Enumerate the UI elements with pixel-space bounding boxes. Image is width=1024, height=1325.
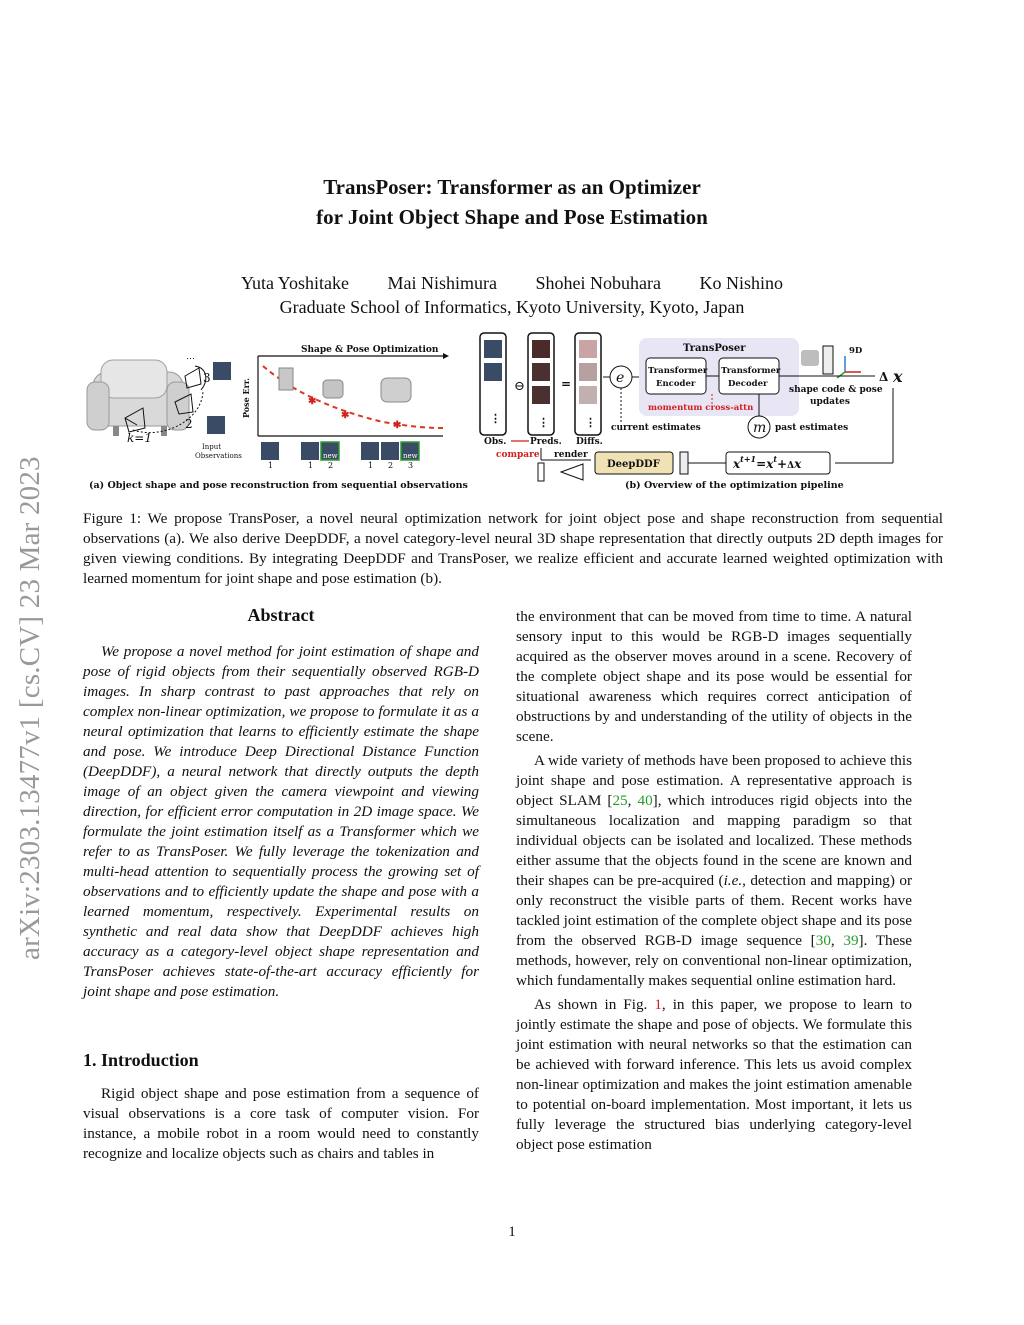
figure-reference-link[interactable]: 1 <box>654 996 662 1013</box>
decoder-label-1: Transformer <box>721 366 781 376</box>
paper-title-line-2: for Joint Object Shape and Pose Estimation <box>316 205 708 229</box>
view-label-3: 3 <box>203 371 211 385</box>
chair-estimate-icon <box>279 368 411 402</box>
marker-star: ✱ <box>341 410 350 421</box>
citation-link[interactable]: 25 <box>612 792 628 809</box>
update-equals: = <box>756 457 767 471</box>
update-superscript: t <box>773 454 778 464</box>
obs-label: Obs. <box>484 437 507 447</box>
token-stack-icon <box>823 346 833 374</box>
input-label-2: Observations <box>195 452 242 460</box>
paragraph-text: , detection and mapping) or only reconstruct the visible parts of them. Recent works have tackled joint estimation of the complete object shape and its pose from the observed RGB-D image sequence [ <box>516 872 912 949</box>
affiliation: Graduate School of Informatics, Kyoto University, Kyoto, Japan <box>279 297 745 317</box>
figure-1a-caption: (a) Object shape and pose reconstruction from sequential observations <box>89 480 468 491</box>
observation-thumbnail <box>213 362 231 380</box>
citation-link[interactable]: 39 <box>843 932 859 949</box>
decoder-label-2: Decoder <box>728 379 768 389</box>
left-column <box>83 605 479 1164</box>
new-tag: new <box>403 452 418 460</box>
encoder-label-2: Encoder <box>656 379 696 389</box>
svg-text:⋮: ⋮ <box>585 416 596 429</box>
paper-title-line-1: TransPoser: Transformer as an Optimizer <box>323 175 701 199</box>
paragraph-text: , <box>830 932 844 949</box>
past-estimates-label: past estimates <box>775 423 849 433</box>
right-paragraph-3 <box>516 995 912 1155</box>
chair-output-icon <box>801 350 819 366</box>
image-column-preds <box>528 333 554 435</box>
tick-label: 1 <box>368 461 374 470</box>
ellipsis: ⋯ <box>186 354 195 364</box>
author-name: Yuta Yoshitake <box>240 273 349 293</box>
update-superscript: t+1 <box>740 454 757 464</box>
armchair-illustration <box>87 360 189 436</box>
view-label-2: 2 <box>185 417 193 431</box>
tick-label: 1 <box>268 461 274 470</box>
update-var: x <box>733 457 741 471</box>
author-name: Mai Nishimura <box>387 273 497 293</box>
tick-label: 2 <box>328 461 334 470</box>
update-delta: Δ <box>787 461 795 471</box>
figure-1 <box>83 330 943 500</box>
author-name: Ko Nishino <box>699 273 783 293</box>
paragraph-text: ]. These methods, however, rely on conventional non-linear optimization, which fundamentally makes sequential online estimation hard. <box>516 932 912 989</box>
figure-1-graphic <box>83 330 943 500</box>
shape-code-label-1: shape code & pose <box>789 385 883 395</box>
transposer-label: TransPoser <box>683 343 746 354</box>
marker-star: ✱ <box>393 420 402 431</box>
preds-label: Preds. <box>530 437 562 447</box>
axes-icon <box>837 356 861 378</box>
paragraph-text: A wide variety of methods have been proposed to achieve this joint shape and pose estimation. A representative approach is object SLAM [ <box>516 752 912 809</box>
marker-star: ✱ <box>308 396 317 407</box>
arxiv-id: arXiv:2303.13477v1 [cs.CV] 23 Mar 2023 <box>14 456 46 960</box>
render-label: render <box>554 450 588 460</box>
momentum-label: momentum cross-attn <box>648 403 754 413</box>
e-symbol: e <box>616 370 625 386</box>
svg-text:⋮: ⋮ <box>538 416 549 429</box>
y-axis-label: Pose Err. <box>241 377 251 418</box>
plot-title: Shape & Pose Optimization <box>301 345 439 355</box>
right-column <box>516 607 912 1155</box>
svg-text:⋮: ⋮ <box>490 412 501 425</box>
paragraph-text: As shown in Fig. <box>534 996 655 1013</box>
deepddf-label: DeepDDF <box>607 459 660 470</box>
figure-1b-caption: (b) Overview of the optimization pipeline <box>625 480 844 491</box>
update-plus: + <box>777 457 788 471</box>
observation-sequence <box>261 442 419 460</box>
encoder-label-1: Transformer <box>648 366 708 376</box>
right-paragraph-2 <box>516 751 912 991</box>
paragraph-text: , <box>627 792 638 809</box>
update-var: x <box>766 457 774 471</box>
shape-code-label-2: updates <box>810 397 850 407</box>
tick-label: 2 <box>388 461 394 470</box>
token-stack-icon <box>680 452 688 474</box>
tick-label: 1 <box>308 461 314 470</box>
paragraph-text: i.e. <box>723 872 743 889</box>
citation-link[interactable]: 40 <box>637 792 653 809</box>
abstract-heading: Abstract <box>247 605 315 625</box>
paragraph-text: ], which introduces rigid objects into the simultaneous localization and mapping paradigm so that individual objects can be isolated and localized. These methods either assume that the objects found in the scene are known and their shapes can be pre-acquired ( <box>516 792 912 889</box>
new-tag: new <box>323 452 338 460</box>
paragraph-text: , in this paper, we propose to learn to jointly estimate the shape and pose of objects. We formulate this joint estimation with neural networks so that the estimation can be achieved with forward inference. This lets us avoid complex non-linear optimization and makes the joint estimation amenable to potential on-board implementation. Most important, it lets us fully leverage the structured bias underlying category-level object pose estimation <box>516 996 912 1153</box>
minus-symbol: ⊖ <box>514 379 525 394</box>
image-column-diffs <box>575 333 601 435</box>
image-column-obs <box>480 333 506 435</box>
figure-1-caption: Figure 1: We propose TransPoser, a novel neural optimization network for joint object pose and shape reconstruction from sequential observations (a). We also derive DeepDDF, a novel category-level neural 3D shape representation that directly outputs 2D depth images for given viewing conditions. By integrating DeepDDF and TransPoser, we realize efficient and accurate learned weighted optimization with learned momentum for joint shape and pose estimation (b). <box>83 510 943 587</box>
camera-icon <box>538 463 583 481</box>
arxiv-stamp <box>8 348 48 968</box>
intro-paragraph: Rigid object shape and pose estimation from a sequence of visual observations is a core task of computer vision. For instance, a mobile robot in a room would need to constantly recognize and localize objects such as chairs and tables in <box>83 1085 479 1162</box>
arrowhead <box>443 353 449 359</box>
nine-d-label: 9D <box>849 346 863 356</box>
delta-symbol: Δ <box>879 370 889 384</box>
equals-symbol: = <box>561 377 572 391</box>
delta-x-variable: x <box>893 367 903 386</box>
abstract-text: We propose a novel method for joint estimation of shape and pose of rigid objects from their sequentially observed RGB-D images. In sharp contrast to past approaches that rely on complex non-linear optimization, we propose to formulate it as a neural optimization that learns to efficiently estimate the shape and pose. We introduce Deep Directional Distance Function (DeepDDF), a neural network that directly outputs the depth image of an object given the camera viewpoint and viewing direction, for efficient error computation in 2D image space. We formulate the joint estimation itself as a Transformer which we refer to as TransPoser. We fully leverage the tokenization and multi-head attention to sequentially process the growing set of observations and to efficiently update the shape and pose with a learned momentum, respectively. Experimental results on synthetic and real data show that DeepDDF achieves high accuracy as a category-level object shape representation and TransPoser achieves state-of-the-art accuracy efficiently for joint shape and pose estimation. <box>83 643 479 1000</box>
section-heading-introduction: 1. Introduction <box>83 1050 199 1070</box>
author-name: Shohei Nobuhara <box>535 273 661 293</box>
author-list <box>0 271 1024 295</box>
diffs-label: Diffs. <box>576 437 603 447</box>
k-label: k=1 <box>127 431 152 445</box>
update-var: x <box>794 457 802 471</box>
input-label-1: Input <box>202 443 222 451</box>
current-estimates-label: current estimates <box>611 423 701 433</box>
tick-label: 3 <box>408 461 414 470</box>
compare-label: compare <box>496 450 540 460</box>
observation-thumbnail <box>207 416 225 434</box>
m-symbol: m <box>753 420 767 436</box>
right-paragraph-1: the environment that can be moved from time to time. A natural sensory input to this would be RGB-D images sequentially acquired as the observer moves around in a scene. Recovery of the complete object shape and its pose would be essential for situational awareness which requires correct anticipation of obstructions by and understanding of the utility of objects in the scene. <box>516 608 912 745</box>
page-number: 1 <box>508 1224 516 1240</box>
citation-link[interactable]: 30 <box>815 932 831 949</box>
